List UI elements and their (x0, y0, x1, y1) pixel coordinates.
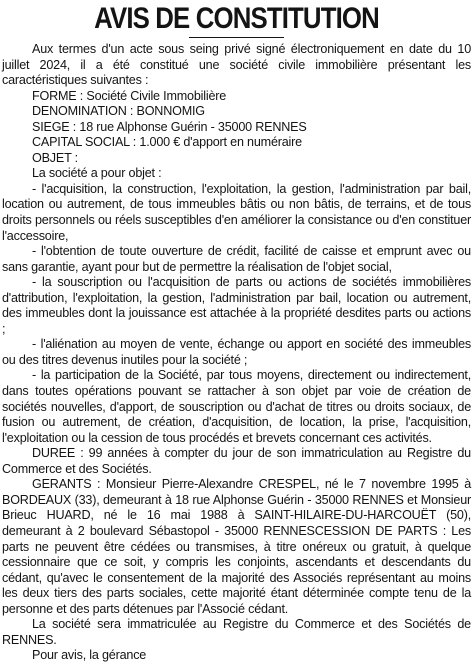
gerants-paragraph: GERANTS : Monsieur Pierre-Alexandre CRESPEL, né le 7 novembre 1995 à BORDEAUX (33), demeurant à 18 rue Alphonse Guérin - 35000 RENNES et Monsieur Brieuc HUARD, né le 16 mai 1988 à SAINT-HILAIRE-DU-HARCOUËT (50), demeurant à 2 boulevard Sébastopol - 35000 RENNESCESSION DE PARTS : Les parts ne peuvent être cédées ou transmises, à titre onéreux ou gratuit, à quelque cessionnaire que ce soit, y compris les conjoints, ascendants et descendants du cédant, qu'avec le consentement de la majorité des Associés représentant au moins les deux tiers des parts sociales, cette majorité étant déterminée compte tenu de la personne et des parts détenues par l'Associé cédant. (2, 477, 471, 616)
signature-line: Pour avis, la gérance (32, 648, 147, 663)
denomination-line: DENOMINATION : BONNOMIG (32, 104, 205, 119)
objet-item: - la participation de la Société, par tous moyens, directement ou indirectement, dans toutes opérations pouvant se rattacher à son objet par voie de création de sociétés nouvelles, d'apport, de souscription ou d'achat de titres ou droits sociaux, de fusion ou autrement, de création, d'acquisition, de location, la prise, l'acquisition, l'exploitation ou la cession de tous procédés et brevets concernant ces activités. (2, 368, 471, 445)
capital-line: CAPITAL SOCIAL : 1.000 € d'apport en numéraire (32, 135, 302, 150)
notice-body (2, 42, 471, 664)
duree-paragraph: DUREE : 99 années à compter du jour de son immatriculation au Registre du Commerce et des Sociétés. (2, 446, 471, 476)
siege-line: SIEGE : 18 rue Alphonse Guérin - 35000 RENNES (32, 119, 307, 134)
objet-item: - l'acquisition, la construction, l'exploitation, la gestion, l'administration par bail, location ou autrement, de tous immeubles bâtis ou non bâtis, de terrains, et de tous droits personnels ou réels susceptibles d'en améliorer la consistance ou d'en constituer l'accessoire, (2, 181, 471, 243)
objet-label: OBJET : (32, 150, 78, 165)
title-underline (189, 37, 284, 38)
objet-item: - la souscription ou l'acquisition de parts ou actions de sociétés immobilières d'attribution, l'exploitation, la gestion, l'administration par bail, location ou autrement, des immeubles dont la jouissance est attachée à la propriété desdites parts ou actions ; (2, 275, 471, 336)
objet-intro: La société a pour objet : (32, 166, 162, 181)
objet-item: - l'aliénation au moyen de vente, échange ou apport en société des immeubles ou des titres devenus inutiles pour la société ; (2, 337, 471, 367)
objet-item: - l'obtention de toute ouverture de crédit, facilité de caisse et emprunt avec ou sans garantie, ayant pour but de permettre la réalisation de l'objet social, (2, 244, 471, 274)
immatriculation-paragraph: La société sera immatriculée au Registre du Commerce et des Sociétés de RENNES. (2, 617, 471, 647)
notice-title: AVIS DE CONSTITUTION (94, 2, 379, 35)
forme-line: FORME : Société Civile Immobilière (32, 88, 227, 103)
intro-paragraph: Aux termes d'un acte sous seing privé signé électroniquement en date du 10 juillet 2024, il a été constitué une société civile immobilière présentant les caractéristiques suivantes : (2, 42, 471, 88)
